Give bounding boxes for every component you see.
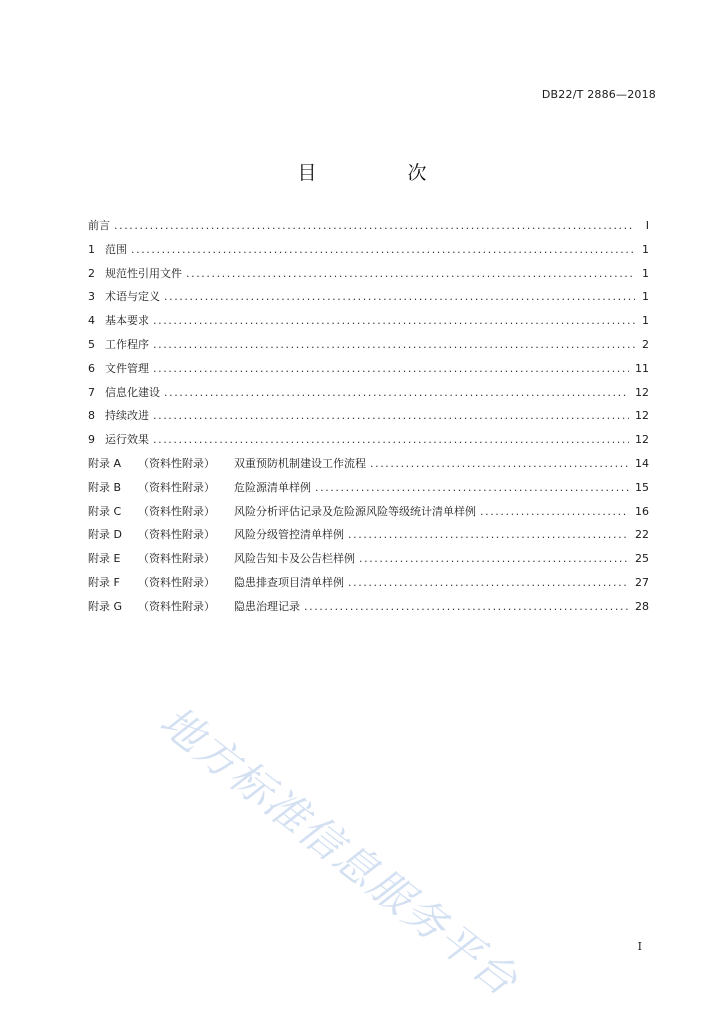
toc-entry-label: 运行效果 [105, 433, 149, 447]
toc-entry-page: 1 [642, 242, 649, 256]
toc-appendix-type: （资料性附录） [138, 575, 215, 589]
toc-appendix-type: （资料性附录） [138, 504, 215, 518]
toc-dot-leader [164, 386, 629, 399]
toc-appendix-label: 风险分析评估记录及危险源风险等级统计清单样例 [234, 504, 476, 518]
toc-appendix-type: （资料性附录） [138, 599, 215, 613]
toc-appendix-number: 附录 C [88, 504, 122, 518]
toc-entry-label: 工作程序 [105, 337, 149, 351]
toc-dot-leader [370, 457, 629, 470]
toc-entry-label: 基本要求 [105, 314, 149, 328]
toc-entry-7[interactable] [88, 384, 649, 408]
toc-dot-leader [348, 528, 629, 541]
toc-entry-number: 5 [88, 337, 95, 351]
toc-dot-leader [153, 409, 629, 422]
toc-entry-number: 1 [88, 242, 95, 256]
toc-entry-page: 2 [642, 337, 649, 351]
watermark: 地方标准信息服务平台 [150, 696, 528, 1006]
toc-appendix-number: 附录 E [88, 552, 121, 566]
toc-dot-leader [153, 314, 635, 327]
page-number: I [637, 940, 642, 953]
toc-appendix-page: 15 [635, 480, 649, 494]
toc-appendix-type: （资料性附录） [138, 528, 215, 542]
toc-appendix-d[interactable] [88, 526, 649, 550]
standard-code: DB22/T 2886—2018 [541, 88, 656, 101]
toc-dot-leader [114, 219, 635, 232]
toc-appendix-label: 风险分级管控清单样例 [234, 528, 344, 542]
toc-entry-label: 文件管理 [105, 361, 149, 375]
toc-entry-label: 持续改进 [105, 409, 149, 423]
toc-entry-number: 4 [88, 314, 95, 328]
toc-appendix-label: 隐患排查项目清单样例 [234, 575, 344, 589]
toc-dot-leader [131, 243, 635, 256]
toc-entry-number: 7 [88, 385, 95, 399]
toc-appendix-label: 隐患治理记录 [234, 599, 300, 613]
toc-appendix-number: 附录 G [88, 599, 123, 613]
toc-entry-1[interactable] [88, 241, 649, 265]
toc-dot-leader [153, 362, 629, 375]
toc-entry-number: 8 [88, 409, 95, 423]
toc-appendix-page: 14 [635, 456, 649, 470]
toc-dot-leader [304, 600, 629, 613]
toc-entry-label: 范围 [105, 242, 127, 256]
toc-entry-page: 1 [642, 314, 649, 328]
toc-entry-8[interactable] [88, 407, 649, 431]
toc-appendix-page: 16 [635, 504, 649, 518]
toc-appendix-a[interactable] [88, 455, 649, 479]
toc-entry-6[interactable] [88, 360, 649, 384]
toc-entry-number: 2 [88, 266, 95, 280]
toc-appendix-type: （资料性附录） [138, 456, 215, 470]
toc-dot-leader [480, 505, 629, 518]
toc-entry-page: 1 [642, 266, 649, 280]
toc-appendix-number: 附录 F [88, 575, 120, 589]
toc-entry-2[interactable] [88, 265, 649, 289]
page-title: 目 次 [297, 162, 463, 184]
toc-entry-label: 术语与定义 [105, 290, 160, 304]
toc-dot-leader [164, 290, 635, 303]
toc-entry-4[interactable] [88, 312, 649, 336]
toc-appendix-b[interactable] [88, 479, 649, 503]
toc-appendix-label: 双重预防机制建设工作流程 [234, 456, 366, 470]
toc-entry-page: 1 [642, 290, 649, 304]
toc-entry-page: 12 [635, 433, 649, 447]
toc-entry-number: 3 [88, 290, 95, 304]
toc-appendix-c[interactable] [88, 503, 649, 527]
table-of-contents [88, 217, 649, 622]
toc-appendix-g[interactable] [88, 598, 649, 622]
toc-entry-number: 6 [88, 361, 95, 375]
toc-entry-page: 12 [635, 385, 649, 399]
toc-entry-label: 信息化建设 [105, 385, 160, 399]
toc-entry-3[interactable] [88, 288, 649, 312]
toc-entry-number: 9 [88, 433, 95, 447]
toc-dot-leader [315, 481, 629, 494]
toc-dot-leader [153, 433, 629, 446]
toc-dot-leader [153, 338, 635, 351]
toc-entry-page: 12 [635, 409, 649, 423]
toc-appendix-page: 27 [635, 575, 649, 589]
toc-entry-page: 11 [635, 361, 649, 375]
toc-appendix-label: 风险告知卡及公告栏样例 [234, 552, 355, 566]
toc-dot-leader [186, 267, 635, 280]
toc-appendix-number: 附录 A [88, 456, 122, 470]
toc-appendix-type: （资料性附录） [138, 480, 215, 494]
toc-entry-label: 前言 [88, 219, 110, 232]
toc-entry-label: 规范性引用文件 [105, 266, 182, 280]
toc-entry-page: I [645, 219, 649, 232]
toc-appendix-number: 附录 B [88, 480, 122, 494]
toc-entry-9[interactable] [88, 431, 649, 455]
toc-entry-5[interactable] [88, 336, 649, 360]
toc-appendix-label: 危险源清单样例 [234, 480, 311, 494]
toc-dot-leader [348, 576, 629, 589]
toc-appendix-e[interactable] [88, 550, 649, 574]
toc-appendix-page: 22 [635, 528, 649, 542]
toc-appendix-f[interactable] [88, 574, 649, 598]
toc-appendix-number: 附录 D [88, 528, 122, 542]
toc-entry-foreword[interactable] [88, 217, 649, 241]
toc-dot-leader [359, 552, 629, 565]
toc-appendix-page: 25 [635, 552, 649, 566]
toc-appendix-type: （资料性附录） [138, 552, 215, 566]
toc-appendix-page: 28 [635, 599, 649, 613]
